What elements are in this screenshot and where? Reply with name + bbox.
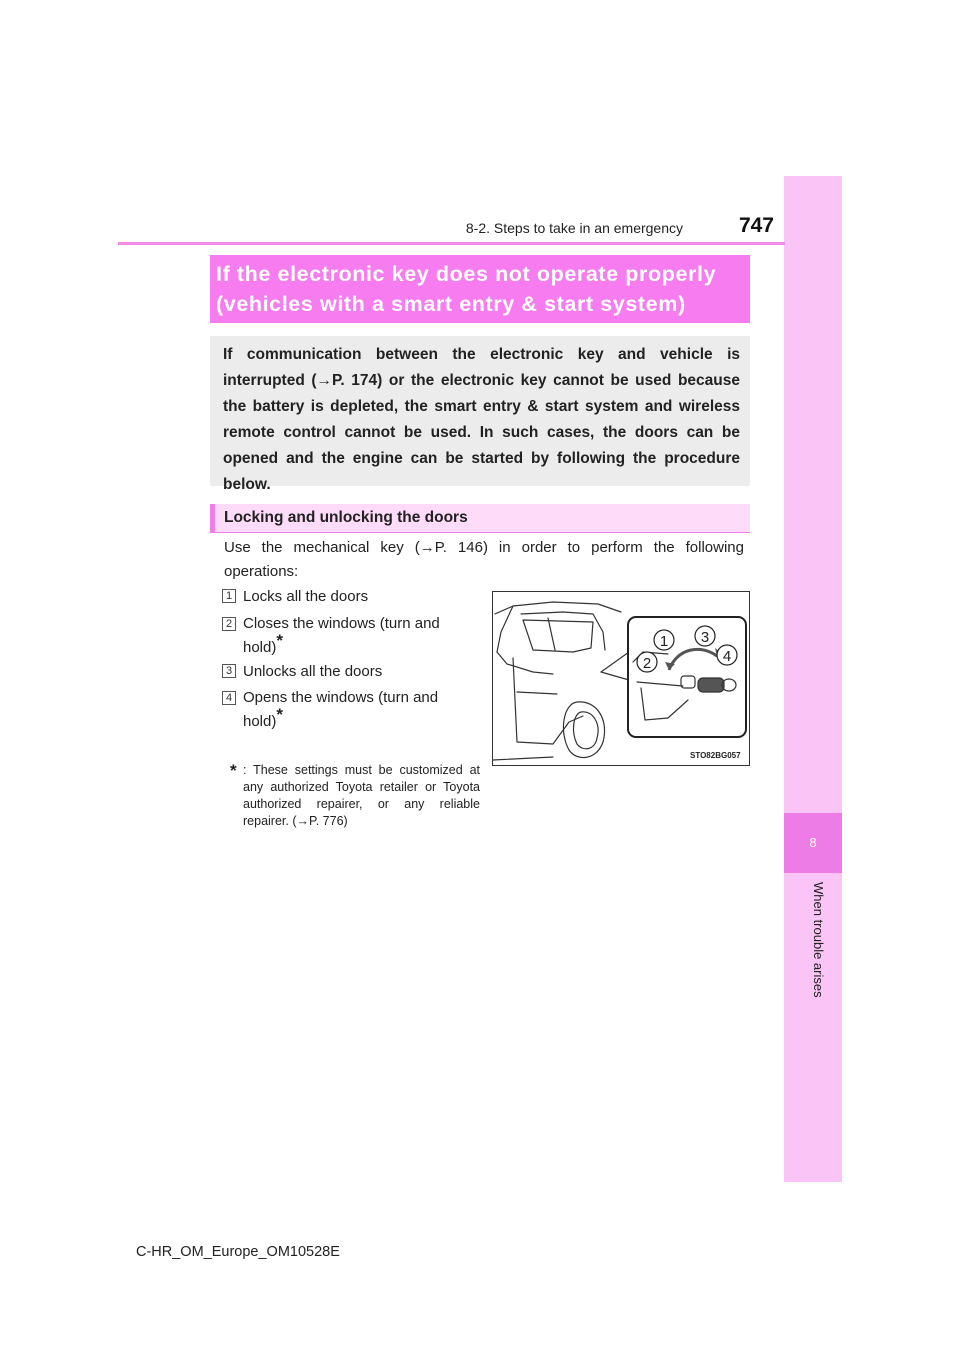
step-4-text xyxy=(243,686,483,734)
chapter-title-tab[interactable]: When trouble arises xyxy=(811,882,826,998)
callout-2-label: 2 xyxy=(642,655,652,672)
intro-box xyxy=(210,336,750,493)
footnote-star-marker: * xyxy=(276,705,283,724)
subsection-heading: Locking and unlocking the doors xyxy=(210,504,750,533)
document-code: C-HR_OM_Europe_OM10528E xyxy=(136,1244,340,1260)
chapter-number-tab[interactable]: 8 xyxy=(784,813,842,873)
illustration-code: STO82BG057 xyxy=(690,751,741,760)
section-label: 8-2. Steps to take in an emergency xyxy=(465,220,683,236)
step-2-line-1: Closes the windows (turn and xyxy=(243,615,440,632)
intro-text: If communication between the electronic key and vehicle is interrupted (→P. 174) or the electronic key cannot be used because the battery is depleted, the smart entry & start system and wireless remote control cannot be used. In such cases, the doors can be opened and the engine can be started by following the procedure below. xyxy=(223,346,740,493)
callout-1-label: 1 xyxy=(659,633,669,650)
callout-4-label: 4 xyxy=(722,648,732,665)
step-2-line-2: hold) xyxy=(243,639,277,656)
header-divider xyxy=(118,242,785,245)
footnote-star-marker: * xyxy=(276,631,283,650)
step-number-icon: 4 xyxy=(222,691,236,705)
footnote-star: * xyxy=(230,761,237,780)
car-door-key-drawing xyxy=(493,592,749,765)
footnote-text: : These settings must be customized at any authorized Toyota retailer or Toyota authorized repairer, or any reliable repairer. (→P. 776) xyxy=(243,763,480,828)
step-number-icon: 1 xyxy=(222,589,236,603)
footnote xyxy=(230,762,480,830)
mechanical-key-illustration xyxy=(492,591,750,766)
body-paragraph: Use the mechanical key (→P. 146) in order to perform the following operations: xyxy=(224,539,744,580)
step-1-text: Locks all the doors xyxy=(243,588,369,605)
step-number-icon: 2 xyxy=(222,617,236,631)
step-4-line-1: Opens the windows (turn and xyxy=(243,689,439,706)
page-number: 747 xyxy=(738,214,774,237)
step-2-text xyxy=(243,612,483,660)
step-number-icon: 3 xyxy=(222,664,236,678)
page-title-line-2: (vehicles with a smart entry & start system) xyxy=(216,292,686,316)
step-3-text: Unlocks all the doors xyxy=(243,663,383,680)
page-title-line-1: If the electronic key does not operate properly xyxy=(216,262,717,286)
callout-3-label: 3 xyxy=(700,629,710,646)
page-title-band xyxy=(210,255,750,323)
step-4-line-2: hold) xyxy=(243,713,277,730)
